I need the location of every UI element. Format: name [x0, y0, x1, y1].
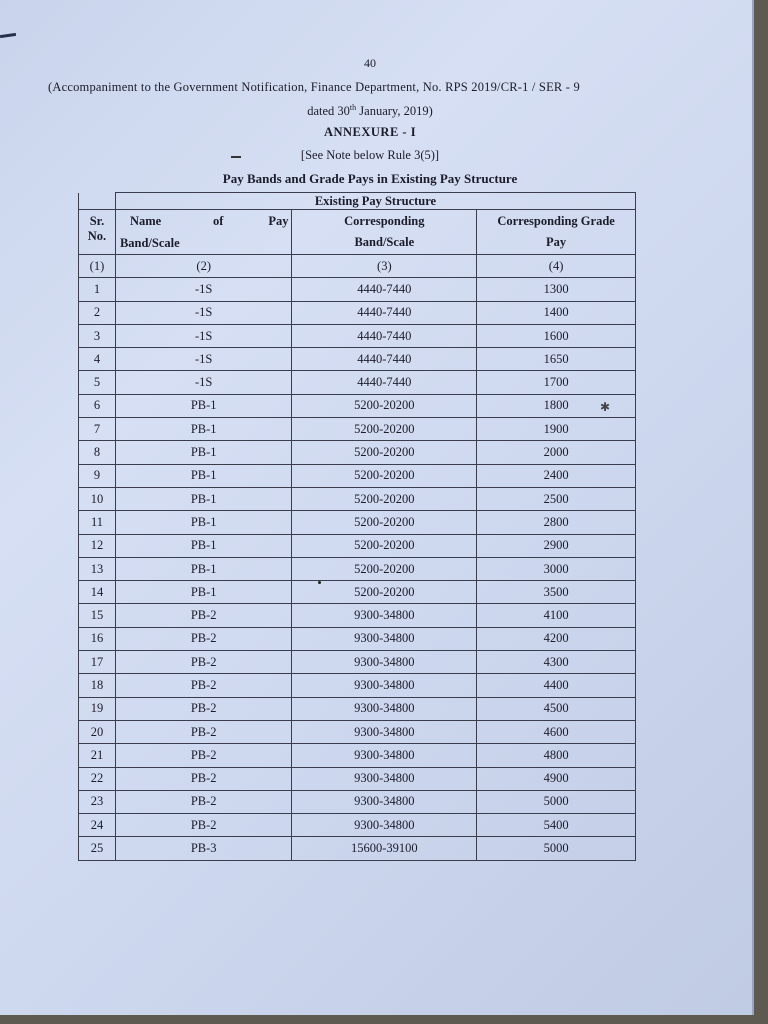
table-row [79, 837, 636, 860]
accompaniment-line: (Accompaniment to the Government Notification, Finance Department, No. RPS 2019/CR-1 / SER - 9 [48, 80, 580, 94]
grade-pay-cell: 2000 [477, 441, 636, 464]
col-header-name [115, 210, 292, 255]
band-name-cell: PB-2 [115, 767, 292, 790]
sr-no-cell: 22 [79, 767, 116, 790]
band-scale-cell: 5200-20200 [292, 581, 477, 604]
sr-no-cell: 11 [79, 511, 116, 534]
grade-pay-cell: 3000 [477, 557, 636, 580]
band-scale-cell: 5200-20200 [292, 394, 477, 417]
grade-pay-cell: 4100 [477, 604, 636, 627]
sr-no-cell: 14 [79, 581, 116, 604]
band-scale-cell: 5200-20200 [292, 464, 477, 487]
band-scale-cell: 9300-34800 [292, 720, 477, 743]
band-name-cell: PB-1 [115, 464, 292, 487]
band-scale-cell: 5200-20200 [292, 441, 477, 464]
grade-pay-cell: 2400 [477, 464, 636, 487]
band-name-cell: PB-2 [115, 604, 292, 627]
grade-pay-cell: 3500 [477, 581, 636, 604]
table-row [79, 697, 636, 720]
band-scale-cell: 9300-34800 [292, 790, 477, 813]
table-row [79, 301, 636, 324]
table-row [79, 557, 636, 580]
band-scale-cell: 4440-7440 [292, 278, 477, 301]
col-header-band-a: Corresponding [344, 214, 425, 228]
band-scale-cell: 9300-34800 [292, 767, 477, 790]
index-cell: (2) [115, 255, 292, 278]
sr-no-cell: 4 [79, 348, 116, 371]
col-header-grade [477, 210, 636, 255]
col-header-name-part3: Pay [268, 214, 289, 228]
sr-no-cell: 20 [79, 720, 116, 743]
index-cell: (4) [477, 255, 636, 278]
table-body [79, 255, 636, 861]
band-scale-cell: 4440-7440 [292, 324, 477, 347]
band-name-cell: -1S [115, 348, 292, 371]
table-row [79, 348, 636, 371]
index-cell: (3) [292, 255, 477, 278]
band-name-cell: -1S [115, 371, 292, 394]
sr-no-cell: 19 [79, 697, 116, 720]
band-name-cell: PB-1 [115, 487, 292, 510]
table-row [79, 581, 636, 604]
grade-pay-cell: 5000 [477, 790, 636, 813]
band-name-cell: PB-2 [115, 814, 292, 837]
table-row [79, 604, 636, 627]
grade-pay-cell: 1400 [477, 301, 636, 324]
sr-no-cell: 21 [79, 744, 116, 767]
table-title: Pay Bands and Grade Pays in Existing Pay Structure [222, 171, 518, 186]
sr-no-cell: 23 [79, 790, 116, 813]
grade-pay-cell: 2500 [477, 487, 636, 510]
band-name-cell: -1S [115, 324, 292, 347]
band-scale-cell: 5200-20200 [292, 487, 477, 510]
grade-pay-cell: 5400 [477, 814, 636, 837]
grade-pay-cell: 1300 [477, 278, 636, 301]
band-name-cell: PB-2 [115, 627, 292, 650]
sr-no-cell: 7 [79, 418, 116, 441]
grade-pay-cell: 1650 [477, 348, 636, 371]
grade-pay-cell: 5000 [477, 837, 636, 860]
band-name-cell: -1S [115, 278, 292, 301]
table-row [79, 371, 636, 394]
grade-pay-cell: 4900 [477, 767, 636, 790]
sr-no-cell: 12 [79, 534, 116, 557]
ink-dot [318, 581, 321, 584]
grade-pay-cell: 2900 [477, 534, 636, 557]
sr-no-cell: 17 [79, 651, 116, 674]
band-scale-cell: 5200-20200 [292, 418, 477, 441]
grade-pay-cell: 1600 [477, 324, 636, 347]
band-scale-cell: 5200-20200 [292, 557, 477, 580]
pen-mark [0, 33, 16, 38]
table-row [79, 464, 636, 487]
band-scale-cell: 9300-34800 [292, 604, 477, 627]
sr-no-cell: 1 [79, 278, 116, 301]
table-row [79, 651, 636, 674]
band-scale-cell: 4440-7440 [292, 371, 477, 394]
handwritten-star-mark: ✱ [600, 400, 611, 414]
sr-no-cell: 3 [79, 324, 116, 347]
band-scale-cell: 9300-34800 [292, 814, 477, 837]
table-row [79, 720, 636, 743]
col-header-sr-no [79, 210, 116, 255]
dated-superscript: th [349, 103, 357, 112]
table-row [79, 814, 636, 837]
band-name-cell: PB-1 [115, 557, 292, 580]
band-name-cell: PB-1 [115, 394, 292, 417]
grade-pay-cell: 4500 [477, 697, 636, 720]
band-scale-cell: 15600-39100 [292, 837, 477, 860]
table-row [79, 534, 636, 557]
grade-pay-cell: 1700 [477, 371, 636, 394]
sr-no-cell: 5 [79, 371, 116, 394]
band-scale-cell: 4440-7440 [292, 301, 477, 324]
col-header-name-part1: Name [129, 214, 162, 228]
band-name-cell: PB-1 [115, 534, 292, 557]
table-row [79, 674, 636, 697]
band-name-cell: PB-2 [115, 720, 292, 743]
sr-no-cell: 2 [79, 301, 116, 324]
grade-pay-cell: 4400 [477, 674, 636, 697]
band-scale-cell: 9300-34800 [292, 697, 477, 720]
band-scale-cell: 5200-20200 [292, 534, 477, 557]
col-header-grade-b: Pay [546, 235, 567, 249]
band-name-cell: PB-2 [115, 744, 292, 767]
table-row [79, 511, 636, 534]
band-name-cell: PB-2 [115, 790, 292, 813]
band-scale-cell: 4440-7440 [292, 348, 477, 371]
pay-structure-table [78, 192, 636, 861]
band-name-cell: PB-2 [115, 674, 292, 697]
grade-pay-cell: 4600 [477, 720, 636, 743]
table-row [79, 394, 636, 417]
band-name-cell: PB-1 [115, 441, 292, 464]
table-row [79, 418, 636, 441]
annexure-heading: ANNEXURE - I [323, 125, 417, 139]
grade-pay-cell: 4300 [477, 651, 636, 674]
table-row [79, 324, 636, 347]
band-scale-cell: 5200-20200 [292, 511, 477, 534]
grade-pay-cell: 1900 [477, 418, 636, 441]
grade-pay-cell: 4800 [477, 744, 636, 767]
sr-no-cell: 25 [79, 837, 116, 860]
index-cell: (1) [79, 255, 116, 278]
band-scale-cell: 9300-34800 [292, 627, 477, 650]
col-header-band [292, 210, 477, 255]
band-scale-cell: 9300-34800 [292, 744, 477, 767]
corner-cell [79, 193, 116, 210]
sr-no-cell: 6 [79, 394, 116, 417]
band-name-cell: PB-2 [115, 651, 292, 674]
band-name-cell: PB-2 [115, 697, 292, 720]
sr-no-cell: 15 [79, 604, 116, 627]
band-name-cell: PB-1 [115, 581, 292, 604]
table-row [79, 487, 636, 510]
band-name-cell: PB-1 [115, 511, 292, 534]
sr-no-cell: 16 [79, 627, 116, 650]
group-header: Existing Pay Structure [115, 193, 635, 210]
sr-no-cell: 10 [79, 487, 116, 510]
col-header-sr-no-text: Sr. No. [87, 214, 107, 243]
page-number: 40 [364, 56, 376, 70]
col-header-grade-a: Corresponding Grade [497, 214, 615, 228]
band-name-cell: PB-1 [115, 418, 292, 441]
dated-line [0, 103, 740, 119]
sr-no-cell: 24 [79, 814, 116, 837]
dated-prefix: dated 30 [307, 104, 350, 119]
grade-pay-cell: 4200 [477, 627, 636, 650]
table-row [79, 278, 636, 301]
sr-no-cell: 9 [79, 464, 116, 487]
band-name-cell: PB-3 [115, 837, 292, 860]
table-row [79, 744, 636, 767]
table-row [79, 627, 636, 650]
table-row [79, 767, 636, 790]
col-header-name-part4: Band/Scale [119, 236, 180, 250]
sr-no-cell: 8 [79, 441, 116, 464]
col-header-band-b: Band/Scale [354, 235, 415, 249]
band-scale-cell: 9300-34800 [292, 674, 477, 697]
sr-no-cell: 13 [79, 557, 116, 580]
table-row [79, 790, 636, 813]
col-header-name-part2: of [212, 214, 224, 228]
grade-pay-cell: 2800 [477, 511, 636, 534]
table-row [79, 441, 636, 464]
rule-note: [See Note below Rule 3(5)] [300, 148, 440, 162]
dated-suffix: January, 2019) [356, 104, 433, 119]
band-scale-cell: 9300-34800 [292, 651, 477, 674]
grade-pay-cell: 1800 [477, 394, 636, 417]
sr-no-cell: 18 [79, 674, 116, 697]
band-name-cell: -1S [115, 301, 292, 324]
index-row [79, 255, 636, 278]
